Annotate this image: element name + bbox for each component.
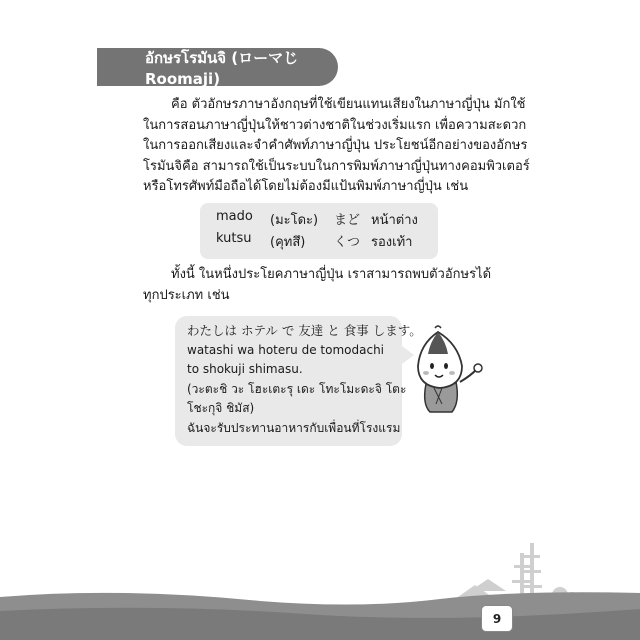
mascot-illustration	[408, 324, 488, 416]
section-title: อักษรโรมันจิ (ローマじ Roomaji)	[145, 49, 299, 88]
second-line: ทุกประเภท เช่น	[143, 287, 230, 303]
intro-line: ในการออกเสียงและจำคำศัพท์ภาษาญี่ปุ่น ประโยชน์อีกอย่างของอักษร	[143, 138, 528, 153]
intro-line: โรมันจิคือ สามารถใช้เป็นระบบในการพิมพ์ภาษาญี่ปุ่นทางคอมพิวเตอร์	[143, 158, 530, 174]
second-line: ทั้งนี้ ในหนึ่งประโยคภาษาญี่ปุ่น เราสามารถพบตัวอักษรได้	[171, 267, 492, 282]
intro-line: หรือโทรศัพท์มือถือได้โดยไม่ต้องมีแป้นพิมพ์ภาษาญี่ปุ่น เช่น	[143, 179, 469, 194]
page-number-text: 9	[492, 611, 502, 626]
vocab-thai-reading: (คุทสึ)	[270, 235, 306, 250]
vocab-meaning: หน้าต่าง	[371, 213, 418, 228]
vocab-kana: くつ	[334, 235, 361, 250]
vocab-table	[200, 203, 438, 259]
page-number	[481, 605, 513, 632]
second-paragraph	[143, 265, 523, 306]
example-reading-line: (วะตะชิ วะ โฮะเตะรุ เดะ โทะโมะดะจิ โตะ	[187, 381, 407, 396]
example-reading-line: โชะกุจิ ชิมัส)	[187, 401, 255, 415]
vocab-thai-reading: (มะโดะ)	[270, 213, 319, 228]
example-sentence	[187, 321, 422, 438]
vocab-row	[200, 231, 438, 253]
example-japanese: わたしは ホテル で 友達 と 食事 します。	[187, 323, 422, 338]
section-header	[97, 48, 338, 86]
example-romaji-line: watashi wa hoteru de tomodachi	[187, 342, 385, 357]
intro-line: ในการสอนภาษาญี่ปุ่นให้ชาวต่างชาติในช่วงเริ่มแรก เพื่อความสะดวก	[143, 117, 527, 133]
vocab-romaji: kutsu	[216, 231, 252, 246]
example-translation: ฉันจะรับประทานอาหารกับเพื่อนที่โรงแรม	[187, 420, 401, 435]
vocab-meaning: รองเท้า	[371, 235, 413, 250]
example-romaji-line: to shokuji shimasu.	[187, 362, 303, 376]
intro-line: คือ ตัวอักษรภาษาอังกฤษที่ใช้เขียนแทนเสียงในภาษาญี่ปุ่น มักใช้	[171, 97, 526, 112]
footer-landscape	[0, 535, 640, 640]
intro-paragraph	[143, 95, 530, 198]
vocab-row	[200, 209, 438, 231]
vocab-romaji: mado	[216, 209, 253, 224]
vocab-kana: まど	[334, 213, 361, 228]
